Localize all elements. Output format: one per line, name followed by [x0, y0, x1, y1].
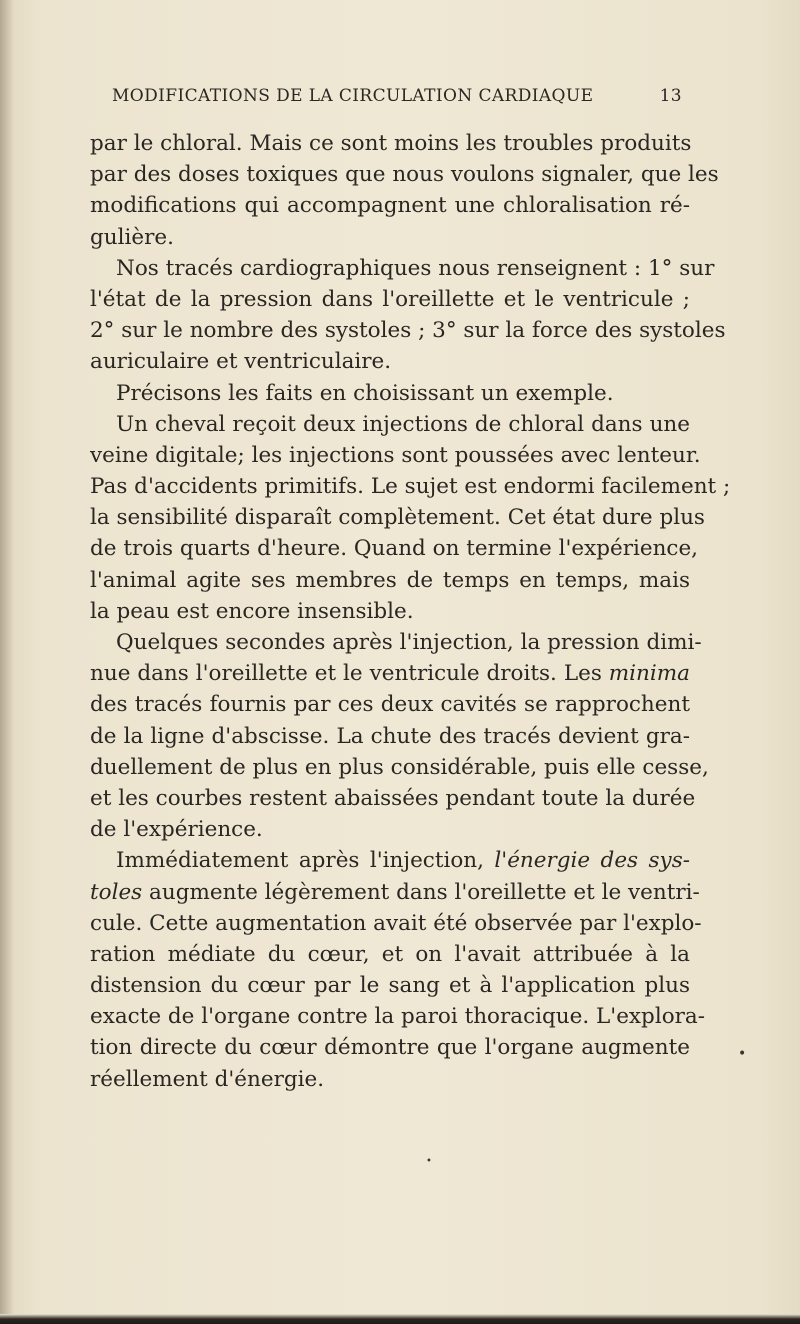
text-line: l'animal agite ses membres de temps en temps, mais: [90, 567, 690, 593]
text-line: Quelques secondes après l'injection, la pression dimi-: [116, 630, 702, 655]
text-line: distension du cœur par le sang et à l'application plus: [90, 973, 690, 999]
text-line: Un cheval reçoit deux injections de chloral dans une: [116, 411, 690, 437]
text-line: ration médiate du cœur, et on l'avait attribuée à la: [90, 941, 690, 967]
text-line: modifications qui accompagnent une chloralisation ré-: [90, 193, 690, 219]
text-line: des tracés fournis par ces deux cavités se rapprochent: [90, 692, 690, 718]
ink-speck-mark: •: [738, 1046, 747, 1062]
page-number: 13: [659, 86, 682, 106]
text-line: Pas d'accidents primitifs. Le sujet est endormi facilement ;: [90, 474, 731, 500]
text-line: tion directe du cœur démontre que l'organe augmente: [90, 1035, 690, 1061]
text-line: duellement de plus en plus considérable, puis elle cesse,: [90, 754, 709, 780]
text-line: de trois quarts d'heure. Quand on termine l'expérience,: [90, 536, 699, 562]
text-line: l'état de la pression dans l'oreillette et le ventricule ;: [90, 286, 690, 312]
spine-shadow: [0, 0, 14, 1324]
text-line: par des doses toxiques que nous voulons signaler, que les: [90, 162, 719, 188]
text-line: cule. Cette augmentation avait été observée par l'explo-: [90, 910, 702, 936]
text-line: 2° sur le nombre des systoles ; 3° sur la force des systoles: [90, 318, 726, 344]
body-text: [90, 128, 731, 1095]
text-line: de l'expérience.: [90, 817, 263, 843]
page-bottom-edge: [0, 1314, 800, 1324]
text-line: veine digitale; les injections sont poussées avec lenteur.: [90, 442, 701, 468]
text-line: réellement d'énergie.: [90, 1066, 325, 1092]
running-title: MODIFICATIONS DE LA CIRCULATION CARDIAQUE: [112, 86, 594, 106]
text-line: toles augmente légèrement dans l'oreillette et le ventri-: [90, 879, 700, 905]
text-line: la peau est encore insensible.: [90, 598, 414, 624]
text-line: par le chloral. Mais ce sont moins les troubles produits: [90, 131, 692, 156]
text-line: auriculaire et ventriculaire.: [90, 349, 392, 375]
text-line: de la ligne d'abscisse. La chute des tracés devient gra-: [90, 723, 690, 749]
text-line: exacte de l'organe contre la paroi thoracique. L'explora-: [90, 1004, 705, 1030]
text-line: gulière.: [90, 224, 174, 250]
text-line: la sensibilité disparaît complètement. Cet état dure plus: [90, 505, 705, 531]
italic-term: l'énergie des sys-: [494, 848, 690, 874]
italic-term: toles: [90, 879, 143, 905]
text-line: Nos tracés cardiographiques nous renseignent : 1° sur: [116, 255, 715, 281]
text-line: Immédiatement après l'injection, l'énergie des sys-: [116, 848, 690, 874]
ink-speck-mark: •: [426, 1156, 432, 1167]
text-line: nue dans l'oreillette et le ventricule droits. Les minima: [90, 661, 690, 687]
italic-term: minima: [608, 661, 690, 687]
text-line: et les courbes restent abaissées pendant toute la durée: [90, 785, 696, 811]
text-line: Précisons les faits en choisissant un exemple.: [116, 380, 614, 406]
running-header: [112, 86, 682, 110]
